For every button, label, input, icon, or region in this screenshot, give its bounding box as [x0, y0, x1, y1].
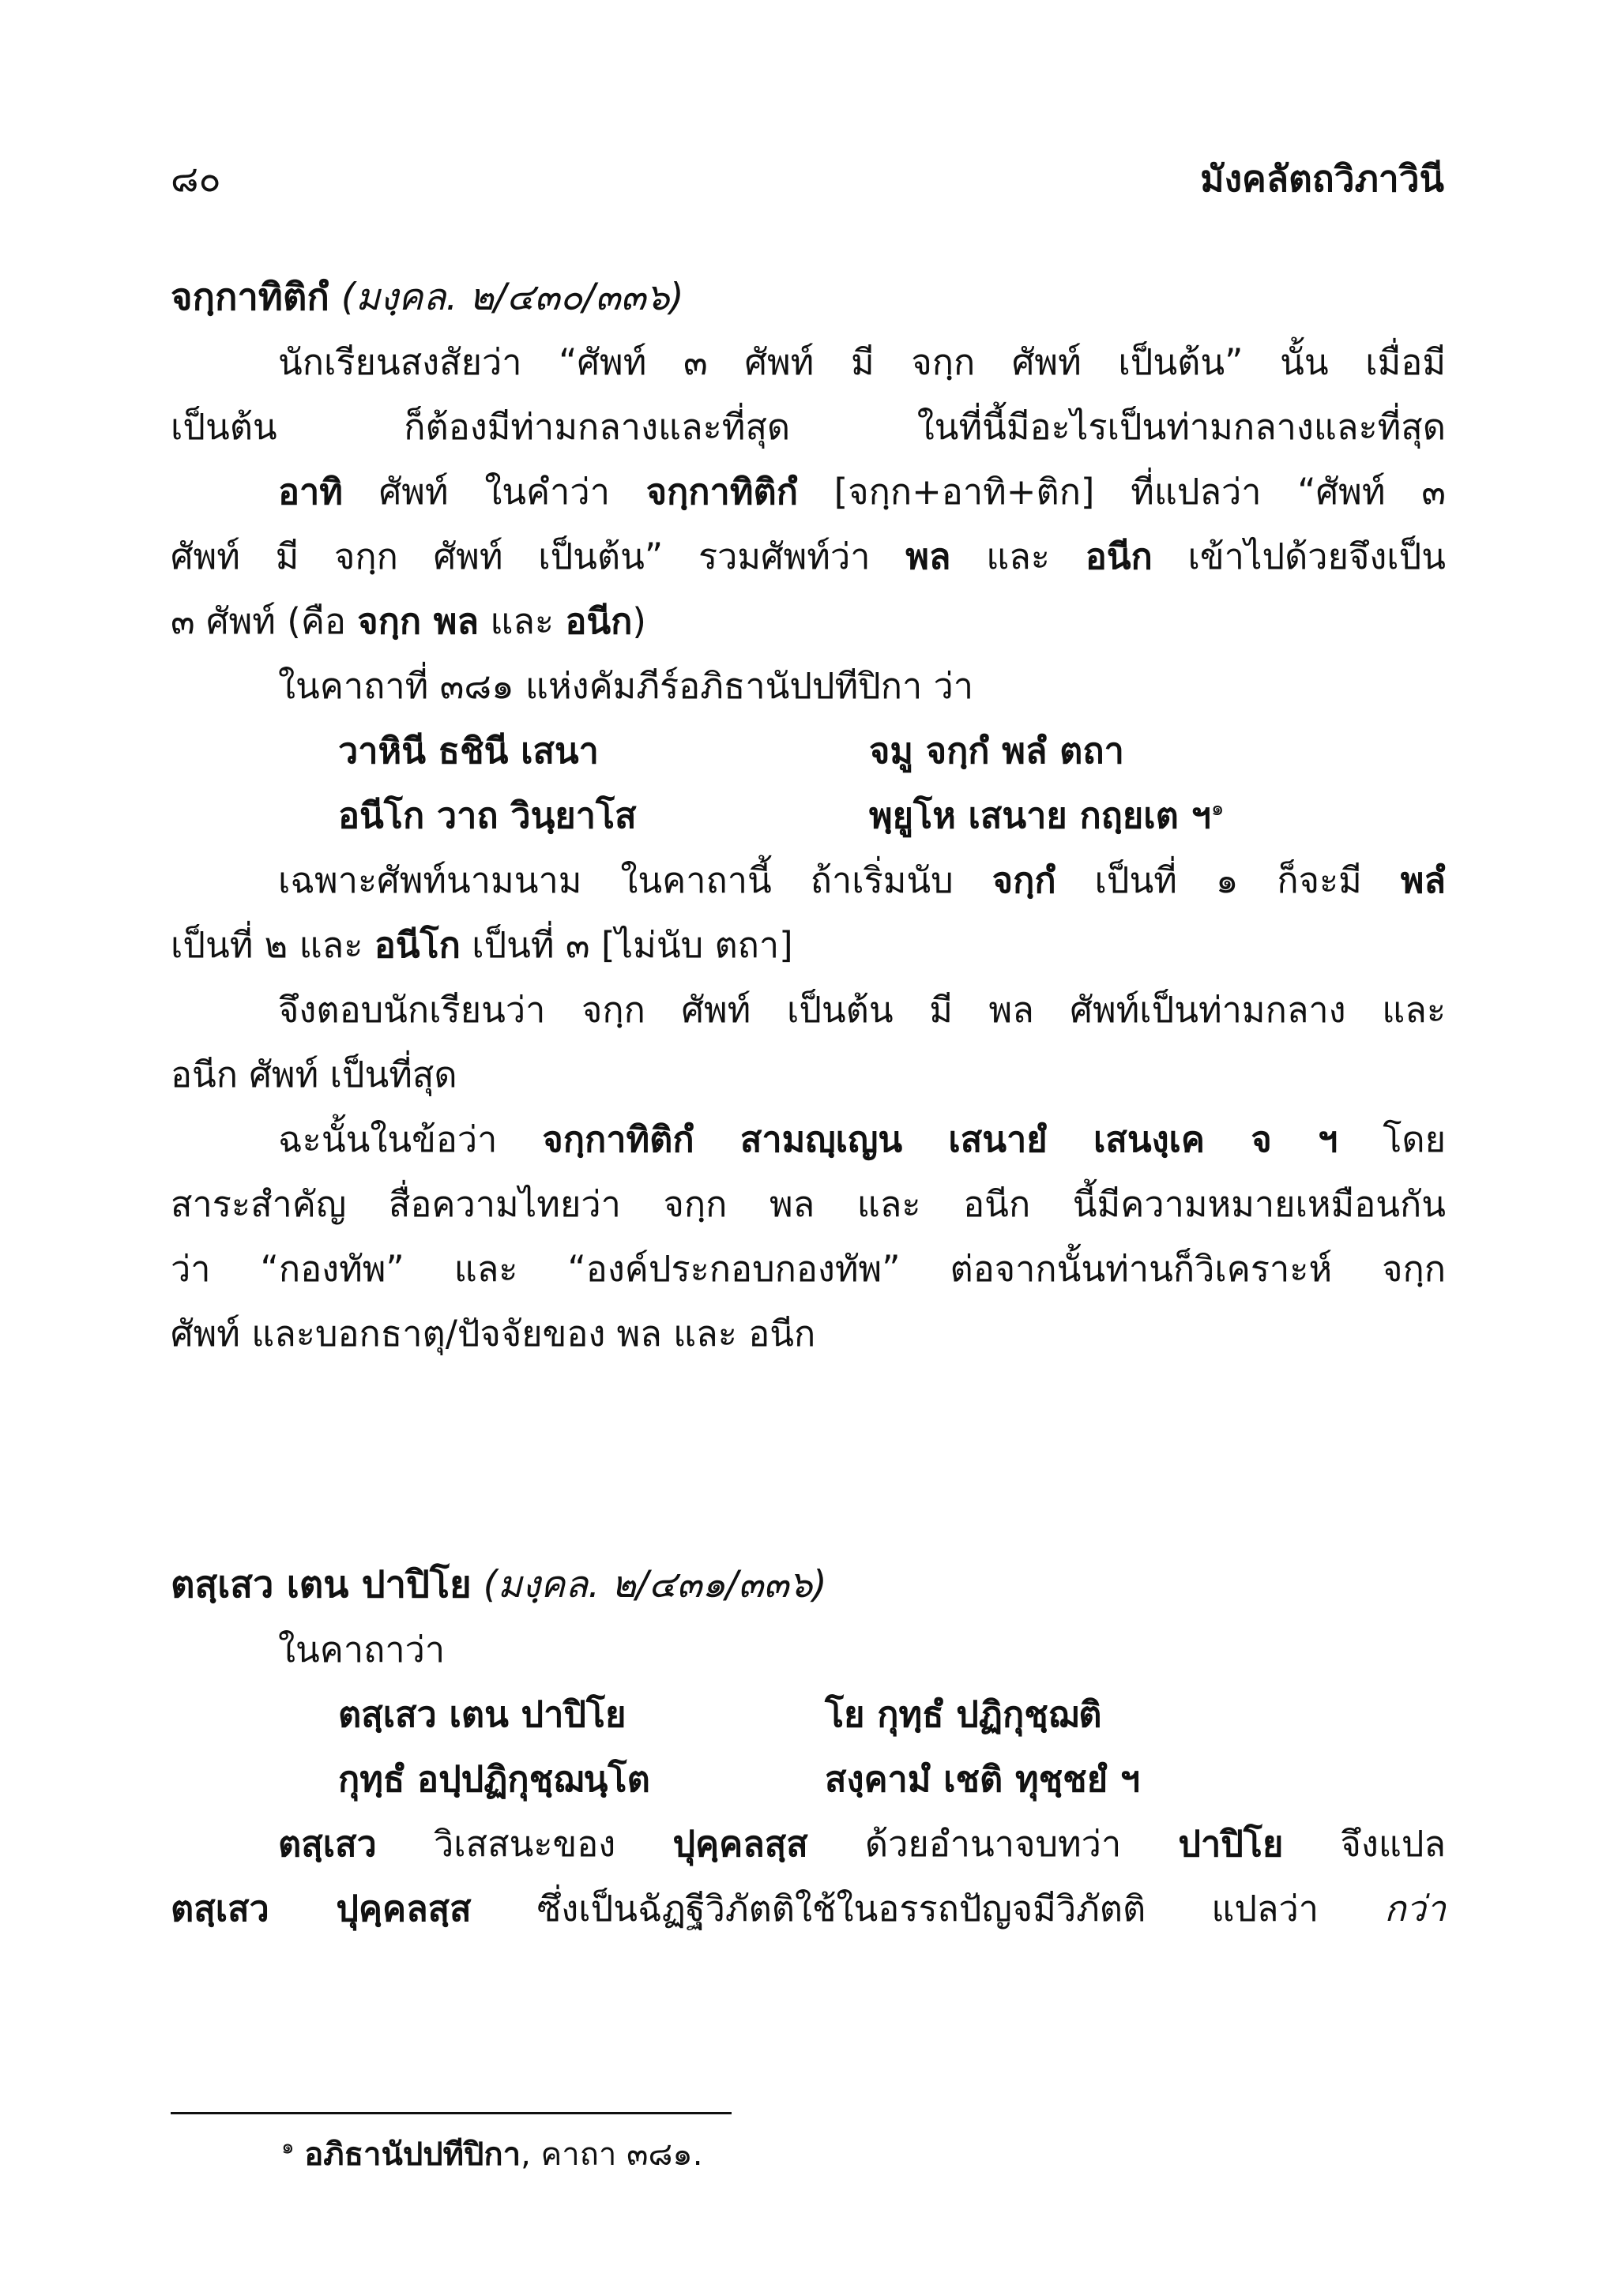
- section-2-reference: (มงฺคล. ๒/๔๓๑/๓๓๖): [483, 1563, 827, 1606]
- paragraph-line: เป็นต้น ก็ต้องมีท่ามกลางและที่สุด ในที่นี้มีอะไรเป็นท่ามกลางและที่สุด: [171, 406, 1446, 448]
- bold-term: จกฺก พล: [357, 600, 480, 642]
- verse-half: กุทฺธํ อปฺปฏิกุชฺฌนฺโต: [338, 1758, 650, 1800]
- footnote-text: , คาถา ๓๘๑.: [521, 2136, 703, 2173]
- bold-term: ตสฺเสว: [278, 1823, 377, 1865]
- section-1: [171, 265, 1446, 1366]
- bold-term: อาทิ: [278, 471, 343, 513]
- paragraph-line: เฉพาะศัพท์นามนาม ในคาถานี้ ถ้าเริ่มนับ จกฺกํ เป็นที่ ๑ ก็จะมี พลํ: [278, 859, 1446, 901]
- section-1-reference: (มงฺคล. ๒/๔๓๐/๓๓๖): [341, 276, 684, 319]
- verse-half: ตสฺเสว เตน ปาปิโย: [338, 1693, 627, 1735]
- bold-term: อนีโก: [374, 924, 461, 966]
- paragraph-line: ตสฺเสว วิเสสนะของ ปุคฺคลสฺส ด้วยอำนาจบทว่า ปาปิโย จึงแปล: [278, 1823, 1446, 1865]
- paragraph-line: ศัพท์ และบอกธาตุ/ปัจจัยของ พล และ อนีก: [171, 1313, 816, 1355]
- paragraph-line: จึงตอบนักเรียนว่า จกฺก ศัพท์ เป็นต้น มี พล ศัพท์เป็นท่ามกลาง และ: [278, 989, 1446, 1031]
- bold-term: จกฺกาทิติกํ: [645, 471, 798, 513]
- paragraph-line: อาทิ ศัพท์ ในคำว่า จกฺกาทิติกํ [จกฺก+อาทิ+ติก] ที่แปลว่า “ศัพท์ ๓: [278, 471, 1446, 513]
- verse-half: วาหินี ธชินี เสนา: [338, 730, 599, 772]
- verse-half: จมู จกฺกํ พลํ ตถา: [869, 730, 1124, 772]
- paragraph-line: ตสฺเสว ปุคฺคลสฺส ซึ่งเป็นฉัฏฐีวิภัตติใช้ในอรรถปัญจมีวิภัตติ แปลว่า กว่า: [171, 1888, 1446, 1930]
- verse-line: [171, 1682, 1446, 1747]
- bold-term: ตสฺเสว ปุคฺคลสฺส: [171, 1888, 472, 1930]
- verse-line: [171, 783, 1446, 848]
- paragraph-line: นักเรียนสงสัยว่า “ศัพท์ ๓ ศัพท์ มี จกฺก ศัพท์ เป็นต้น” นั้น เมื่อมี: [278, 341, 1446, 383]
- verse-line: [171, 719, 1446, 783]
- footnote-title: อภิธานัปปทีปิกา: [304, 2136, 521, 2173]
- italic-term: กว่า: [1384, 1888, 1446, 1930]
- paragraph-line: ฉะนั้นในข้อว่า จกฺกาทิติกํ สามญฺเญน เสนายํ เสนงฺเค จ ฯ โดย: [278, 1118, 1446, 1160]
- page-number: ๘๐: [171, 157, 221, 200]
- verse-half: โย กุทฺธํ ปฏิกุชฺฌติ: [825, 1693, 1102, 1735]
- paragraph-line: ว่า “กองทัพ” และ “องค์ประกอบกองทัพ” ต่อจากนั้นท่านก็วิเคราะห์ จกฺก: [171, 1248, 1446, 1290]
- footnote-marker: ๑: [281, 2135, 295, 2159]
- bold-term: อนีก: [565, 600, 633, 642]
- paragraph-line: เป็นที่ ๒ และ อนีโก เป็นที่ ๓ [ไม่นับ ตถา]: [171, 924, 793, 966]
- bold-term: อนีก: [1085, 535, 1153, 577]
- section-2-title: ตสฺเสว เตน ปาปิโย: [171, 1563, 472, 1606]
- section-2: [171, 1553, 1446, 1941]
- verse-half: อนีโก วาถ วินฺยาโส: [338, 795, 637, 836]
- bold-term: จกฺกํ: [991, 859, 1056, 901]
- verse-half: พฺยูโห เสนาย กถฺยเต ฯ$^๑$: [869, 795, 1225, 836]
- verse-line: [171, 1747, 1446, 1812]
- paragraph-line: ศัพท์ มี จกฺก ศัพท์ เป็นต้น” รวมศัพท์ว่า พล และ อนีก เข้าไปด้วยจึงเป็น: [171, 535, 1446, 577]
- paragraph-line: ในคาถาว่า: [278, 1629, 446, 1670]
- bold-term: จกฺกาทิติกํ สามญฺเญน เสนายํ เสนงฺเค จ ฯ: [542, 1118, 1338, 1160]
- verse-half: สงฺคามํ เชติ ทุชฺชยํ ฯ: [825, 1758, 1141, 1800]
- section-1-heading: [171, 265, 1446, 330]
- section-1-title: จกฺกาทิติกํ: [171, 276, 329, 319]
- bold-term: ปุคฺคลสฺส: [672, 1823, 808, 1865]
- paragraph-line: ในคาถาที่ ๓๘๑ แห่งคัมภีร์อภิธานัปปทีปิกา ว่า: [278, 665, 974, 707]
- bold-term: พล: [905, 535, 951, 577]
- bold-term: พลํ: [1400, 859, 1446, 901]
- paragraph-line: ๓ ศัพท์ (คือ จกฺก พล และ อนีก): [171, 600, 646, 642]
- footnote-divider: [171, 2112, 732, 2114]
- bold-term: ปาปิโย: [1178, 1823, 1284, 1865]
- paragraph-line: อนีก ศัพท์ เป็นที่สุด: [171, 1054, 457, 1095]
- section-2-heading: [171, 1553, 1446, 1618]
- paragraph-line: สาระสำคัญ สื่อความไทยว่า จกฺก พล และ อนีก นี้มีความหมายเหมือนกัน: [171, 1183, 1446, 1225]
- footnote-marker: ๑: [1210, 797, 1225, 821]
- footnote: [281, 2133, 702, 2177]
- running-title: มังคลัตถวิภาวินี: [1200, 157, 1444, 200]
